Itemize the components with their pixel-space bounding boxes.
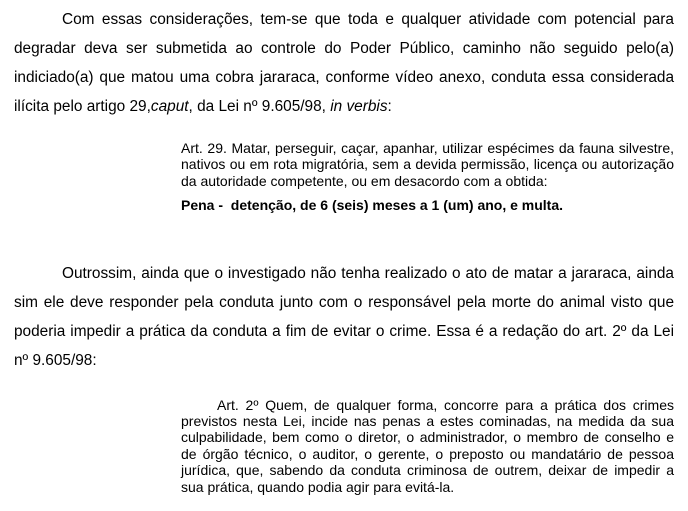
- paragraph-1-text-start: Com essas considerações, tem-se que toda e qualquer atividade com potencial para degradar deva ser submetida ao controle do Poder Público, caminho não seguido pelo(a) indiciado(a) que matou uma cobra jararaca, conforme vídeo anexo, conduta essa considerada ilícita pelo artigo 29,: [14, 11, 674, 115]
- statute-quote-art-2-text: Art. 2º Quem, de qualquer forma, concorre para a prática dos crimes previstos nesta Lei, incide nas penas a estes cominadas, na medida da sua culpabilidade, bem como o diretor, o administrador, o membro de conselho e de órgão técnico, o auditor, o gerente, o preposto ou mandatário de pessoa jurídica, que, sabendo da conduta criminosa de outrem, deixar de impedir a sua prática, quando podia agir para evitá-la.: [181, 396, 674, 495]
- paragraph-1-colon: :: [387, 98, 392, 115]
- penalty-line: Pena - detenção, de 6 (seis) meses a 1 (um) ano, e multa.: [181, 197, 564, 214]
- paragraph-1-text-mid: , da Lei nº 9.605/98,: [188, 98, 331, 115]
- body-paragraph-2: Outrossim, ainda que o investigado não tenha realizado o ato de matar a jararaca, ainda sim ele deve responder pela conduta junto com o responsável pela morte do animal visto que poderia impedir a prática da conduta a fim de evitar o crime. Essa é a redação do art. 2º da Lei nº 9.605/98:: [14, 264, 674, 369]
- statute-quote-art-2: [181, 397, 674, 495]
- latin-term-caput: caput: [150, 98, 189, 115]
- latin-term-in-verbis: in verbis: [330, 98, 388, 115]
- body-paragraph-1: [14, 5, 674, 121]
- statute-quote-art-29: [181, 140, 674, 214]
- statute-quote-art-29-text: Art. 29. Matar, perseguir, caçar, apanhar, utilizar espécimes da fauna silvestre, nativos ou em rota migratória, sem a devida permissão, licença ou autorização da autoridade competente, ou em desacordo com a obtida:: [181, 140, 674, 189]
